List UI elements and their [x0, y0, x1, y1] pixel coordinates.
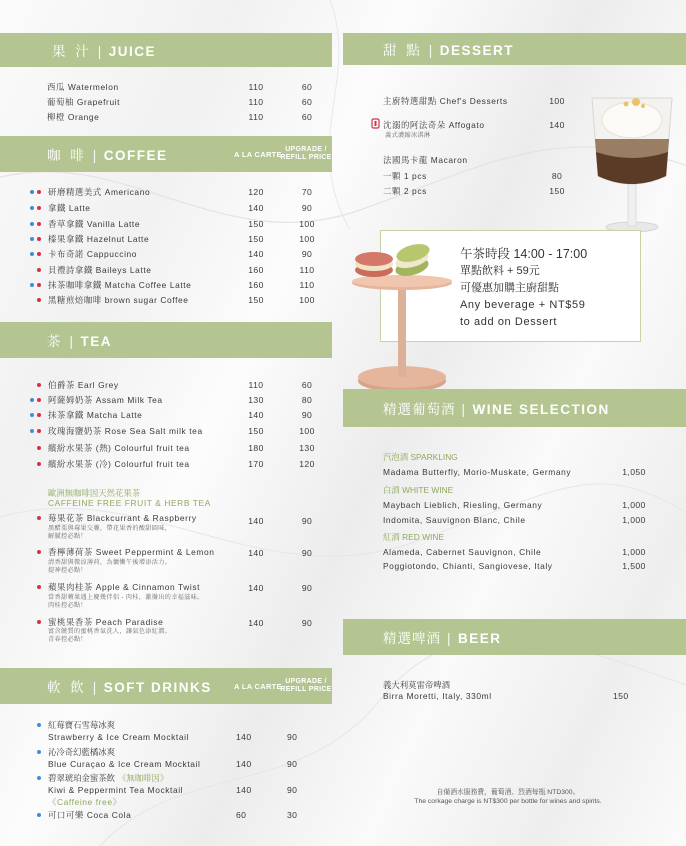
affogato-glass-image	[586, 84, 678, 234]
price-upgrade: 60	[301, 96, 313, 107]
juice-name: 葡萄柚 Grapefruit	[47, 96, 121, 107]
price-upgrade: 110	[299, 279, 315, 290]
price-upgrade: 90	[301, 548, 313, 558]
macaron-stand-image	[340, 235, 458, 397]
wine-item: Indomita, Sauvignon Blanc, Chile 1,000	[383, 513, 683, 526]
juice-item-grapefruit	[47, 95, 327, 108]
tag-dots	[37, 585, 41, 589]
herbal-title-zh: 歐洲無咖啡因天然花果茶	[48, 487, 141, 498]
price-upgrade: 90	[301, 516, 313, 526]
dessert-macaron: 法國馬卡龍 Macaron	[383, 154, 468, 165]
dessert-name: 沈溺的阿法奇朵 Affogato	[383, 119, 485, 130]
tag-dot-blue	[37, 776, 41, 780]
price-a-la-carte: 150	[248, 218, 264, 229]
coffee-item	[30, 263, 330, 276]
dessert-price: 80	[551, 170, 563, 181]
coffee-item	[30, 247, 330, 260]
tea-title: 茶 | TEA	[47, 334, 113, 349]
tag-dots	[37, 550, 41, 554]
price-a-la-carte: 180	[248, 442, 264, 453]
corkage-note: 自備酒水服務費，葡萄酒、烈酒每瓶 NTD300。 The corkage charge is NT$300 per bottle for wines and spirits.	[414, 789, 602, 805]
soft-item-zh: 沁冷奇幻藍橘冰爽	[48, 746, 115, 757]
price-upgrade: 130	[299, 442, 315, 453]
beer-price: 150	[613, 690, 629, 701]
promo-time: 午茶時段 14:00 - 17:00	[460, 247, 588, 261]
wine-price: 1,000	[622, 514, 646, 525]
tea-name: 阿薩姆奶茶 Assam Milk Tea	[48, 394, 163, 405]
tag-dots	[30, 237, 41, 241]
tag-dots	[37, 620, 41, 624]
soft-item-en: Kiwi & Peppermint Tea Mocktail	[48, 784, 184, 795]
coffee-name: 貝禮詩拿鐵 Baileys Latte	[48, 264, 152, 275]
tag-dots	[37, 462, 41, 466]
tag-dots	[30, 190, 41, 194]
herbal-item	[30, 545, 330, 558]
tea-name: 伯爵茶 Earl Grey	[48, 379, 119, 390]
col-upgrade: UPGRADE / REFILL PRICE	[280, 146, 332, 161]
price-upgrade: 30	[287, 809, 298, 820]
coffee-item	[30, 293, 330, 306]
price-a-la-carte: 110	[248, 81, 264, 92]
beer-en: Birra Moretti, Italy, 330ml	[383, 690, 492, 701]
price-upgrade: 60	[301, 379, 313, 390]
price-a-la-carte: 140	[248, 548, 264, 558]
col-upgrade: UPGRADE / REFILL PRICE	[280, 678, 332, 693]
tea-item	[30, 378, 330, 391]
tag-dot-blue	[37, 723, 41, 727]
price-upgrade: 90	[301, 409, 313, 420]
dessert-name: 主廚特選甜點 Chef's Desserts	[383, 95, 508, 106]
dessert-header	[343, 33, 686, 65]
juice-title: 果 汁 | JUICE	[52, 44, 157, 59]
dessert-price: 100	[549, 95, 565, 106]
price-a-la-carte: 150	[248, 233, 264, 244]
price-a-la-carte: 150	[248, 294, 264, 305]
dessert-affogato	[383, 118, 583, 131]
price-upgrade: 70	[301, 186, 313, 197]
soft-item-en-tag: 《Caffeine free》	[48, 796, 122, 807]
dessert-price: 150	[549, 185, 565, 196]
wine-item: Maybach Lieblich, Riesling, Germany 1,000	[383, 498, 683, 511]
juice-item-watermelon	[47, 80, 327, 93]
herbal-item	[30, 615, 330, 628]
tea-item	[30, 424, 330, 437]
soft-title: 軟 飲 | SOFT DRINKS	[47, 680, 212, 695]
wine-price: 1,000	[622, 499, 646, 510]
price-a-la-carte: 140	[236, 784, 252, 795]
price-upgrade: 60	[301, 81, 313, 92]
macaron-item: 一顆 1 pcs 80	[383, 169, 583, 182]
price-a-la-carte: 160	[248, 264, 264, 275]
tag-dot-blue	[37, 813, 41, 817]
soft-item-en: Blue Curaçao & Ice Cream Mocktail	[48, 758, 201, 769]
coffee-item	[30, 232, 330, 245]
herbal-name: 香檸薄荷茶 Sweet Peppermint & Lemon	[48, 546, 215, 557]
price-a-la-carte: 140	[236, 758, 252, 769]
price-upgrade: 100	[299, 218, 315, 229]
herbal-name: 蜜桃果香茶 Peach Paradise	[48, 616, 164, 627]
tag-dots	[30, 252, 41, 256]
wine-group-label: 白酒 WHITE WINE	[383, 484, 454, 495]
beer-header	[343, 619, 686, 655]
price-a-la-carte: 140	[236, 731, 252, 742]
wine-group-label: 紅酒 RED WINE	[383, 531, 444, 542]
price-upgrade: 110	[299, 264, 315, 275]
coffee-name: 黑糖煎焙咖啡 brown sugar Coffee	[48, 294, 189, 305]
coffee-name: 香草拿鐵 Vanilla Latte	[48, 218, 141, 229]
coffee-name: 研磨精選美式 Americano	[48, 186, 151, 197]
coffee-item	[30, 201, 330, 214]
herbal-desc: 當香甜蘋果遇上慶幾伴侶 - 肉桂，激盪出的幸福滋味。 肉桂控必點！	[48, 594, 204, 609]
spirit-icon	[371, 118, 380, 129]
price-a-la-carte: 170	[248, 458, 264, 469]
price-a-la-carte: 120	[248, 186, 264, 197]
herbal-item	[30, 580, 330, 593]
coffee-item	[30, 185, 330, 198]
tag-dots	[30, 206, 41, 210]
price-upgrade: 90	[287, 731, 298, 742]
dessert-chef	[383, 94, 583, 107]
price-upgrade: 80	[301, 394, 313, 405]
price-upgrade: 90	[301, 248, 313, 259]
promo-line: 可優惠加購主廚甜點	[460, 282, 559, 294]
herbal-name: 莓果花茶 Blackcurrant & Raspberry	[48, 512, 197, 523]
price-a-la-carte: 140	[248, 409, 264, 420]
promo-line: Any beverage + NT$59	[460, 299, 586, 311]
herbal-title-en: CAFFEINE FREE FRUIT & HERB TEA	[48, 497, 211, 508]
tag-dots	[30, 283, 41, 287]
coffee-item	[30, 217, 330, 230]
col-a-la-carte: A LA CARTE	[234, 150, 282, 159]
price-a-la-carte: 60	[236, 809, 247, 820]
juice-header	[0, 33, 332, 67]
coffee-name: 抹茶咖啡拿鐵 Matcha Coffee Latte	[48, 279, 192, 290]
herbal-desc: 富含饒質的蜜桃香氣洗人，讓氣色添紅潤。 青春控必點！	[48, 628, 172, 643]
price-upgrade: 100	[299, 294, 315, 305]
price-upgrade: 120	[299, 458, 315, 469]
price-a-la-carte: 140	[248, 248, 264, 259]
wine-item: Alameda, Cabernet Sauvignon, Chile 1,000	[383, 545, 683, 558]
price-a-la-carte: 130	[248, 394, 264, 405]
coffee-header	[0, 136, 332, 172]
tag-dots	[30, 413, 41, 417]
tag-dots	[30, 398, 41, 402]
wine-title: 精選葡萄酒 | WINE SELECTION	[383, 402, 610, 417]
price-upgrade: 90	[301, 618, 313, 628]
price-a-la-carte: 110	[248, 96, 264, 107]
wine-item: Madama Butterfly, Morio-Muskate, Germany 1,050	[383, 465, 683, 478]
tea-header	[0, 322, 332, 358]
tag-dots	[30, 222, 41, 226]
price-upgrade: 100	[299, 425, 315, 436]
tea-item	[30, 408, 330, 421]
soft-item-en: Strawberry & Ice Cream Mocktail	[48, 731, 189, 742]
macaron-item: 二顆 2 pcs 150	[383, 184, 583, 197]
tea-name: 抹茶拿鐵 Matcha Latte	[48, 409, 143, 420]
soft-header	[0, 668, 332, 704]
promo-line: to add on Dessert	[460, 316, 558, 328]
tag-dots	[37, 516, 41, 520]
price-a-la-carte: 140	[248, 516, 264, 526]
juice-name: 柳橙 Orange	[47, 111, 100, 122]
affogato-sub: 義式濃縮冰淇淋	[385, 132, 431, 139]
soft-item-zh: 碧翠琥珀金蜜茶飲 《無咖啡因》	[48, 772, 169, 783]
wine-group-label: 汽泡酒 SPARKLING	[383, 451, 458, 462]
coffee-title: 咖 啡 | COFFEE	[47, 148, 168, 163]
herbal-desc: 清香甜與微涼薄荷，為慵懶午後增添活力。 提神控必點！	[48, 559, 172, 574]
beer-title: 精選啤酒 | BEER	[383, 631, 502, 646]
coffee-item	[30, 278, 330, 291]
dessert-title: 甜 點 | DESSERT	[383, 43, 515, 58]
soft-item: 可口可樂 Coca Cola	[48, 809, 132, 820]
wine-price: 1,500	[622, 560, 646, 571]
wine-price: 1,050	[622, 466, 646, 477]
price-upgrade: 60	[301, 111, 313, 122]
price-upgrade: 100	[299, 233, 315, 244]
price-upgrade: 90	[287, 784, 298, 795]
price-a-la-carte: 140	[248, 202, 264, 213]
coffee-name: 卡布奇諾 Cappuccino	[48, 248, 138, 259]
price-a-la-carte: 140	[248, 618, 264, 628]
wine-item: Poggiotondo, Chianti, Sangiovese, Italy 1,500	[383, 559, 683, 572]
tag-dot-blue	[37, 750, 41, 754]
price-upgrade: 90	[301, 583, 313, 593]
tea-item	[30, 393, 330, 406]
wine-price: 1,000	[622, 546, 646, 557]
soft-item-zh: 紅莓寶石雪莓冰爽	[48, 719, 115, 730]
coffee-name: 拿鐵 Latte	[48, 202, 91, 213]
price-a-la-carte: 150	[248, 425, 264, 436]
tea-name: 繽紛水果茶 (冷) Colourful fruit tea	[48, 458, 190, 469]
tag-dots	[37, 383, 41, 387]
wine-header	[343, 389, 686, 427]
dessert-price: 140	[549, 119, 565, 130]
price-upgrade: 90	[287, 758, 298, 769]
col-a-la-carte: A LA CARTE	[234, 682, 282, 691]
juice-item-orange	[47, 110, 327, 123]
tag-dots	[37, 298, 41, 302]
tea-name: 繽紛水果茶 (熱) Colourful fruit tea	[48, 442, 190, 453]
price-a-la-carte: 110	[248, 111, 264, 122]
herbal-item	[30, 511, 330, 524]
teatime-promo-text	[460, 246, 587, 331]
tag-dots	[37, 446, 41, 450]
tag-dots	[30, 429, 41, 433]
price-upgrade: 90	[301, 202, 313, 213]
juice-name: 西瓜 Watermelon	[47, 81, 119, 92]
price-a-la-carte: 160	[248, 279, 264, 290]
coffee-name: 榛果拿鐵 Hazelnut Latte	[48, 233, 150, 244]
tea-name: 玫瑰海鹽奶茶 Rose Sea Salt milk tea	[48, 425, 203, 436]
tea-item	[30, 457, 330, 470]
tag-dots	[37, 268, 41, 272]
price-a-la-carte: 140	[248, 583, 264, 593]
herbal-desc: 黑醋栗與莓果交疊，帶花果香的酸甜圓味， 解膩控必點！	[48, 525, 172, 540]
promo-line: 單點飲料 + 59元	[460, 265, 540, 277]
tea-item	[30, 441, 330, 454]
beer-zh: 義大利莫雷帝啤酒	[383, 679, 450, 690]
price-a-la-carte: 110	[248, 379, 264, 390]
herbal-name: 蘋果肉桂茶 Apple & Cinnamon Twist	[48, 581, 201, 592]
